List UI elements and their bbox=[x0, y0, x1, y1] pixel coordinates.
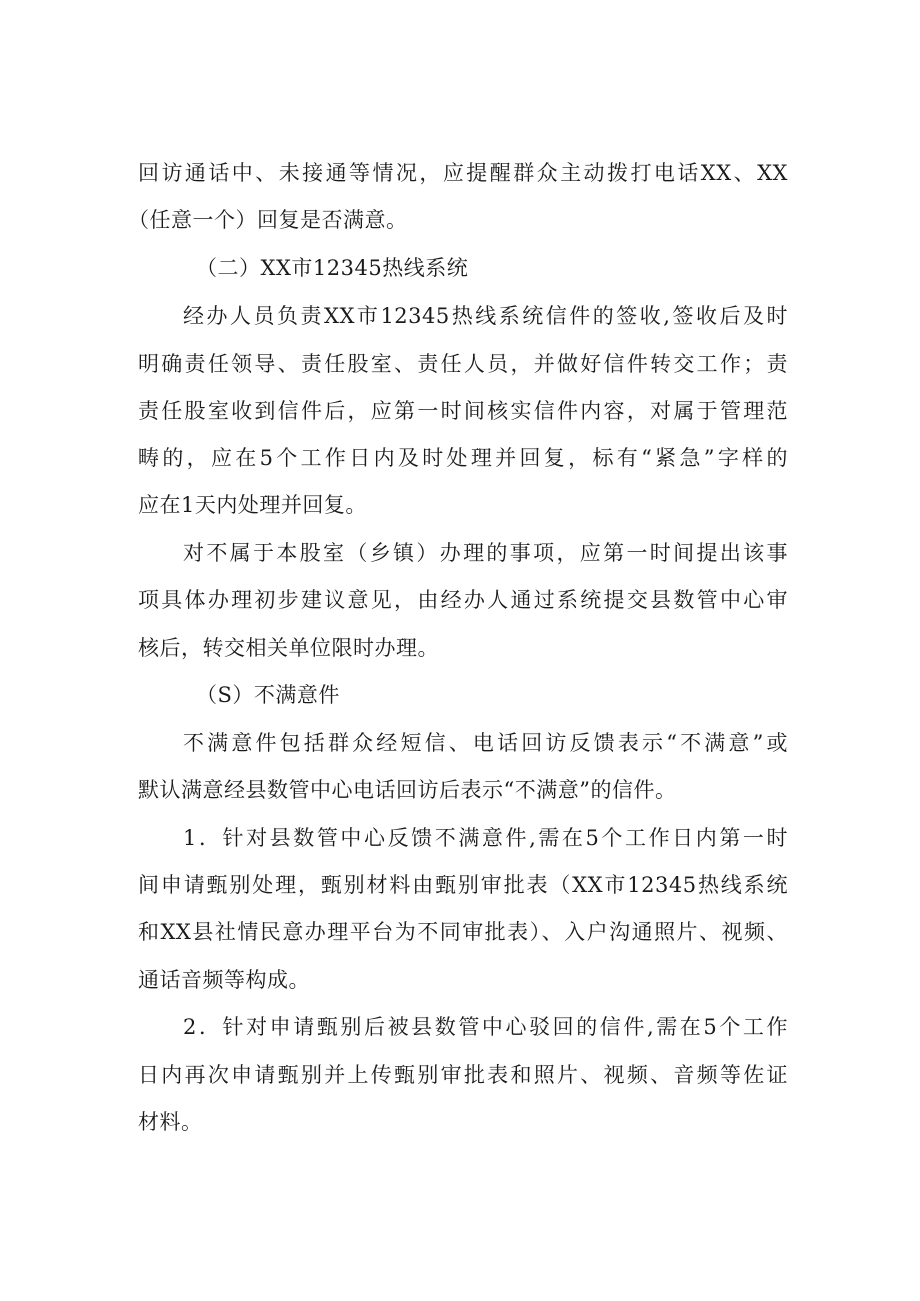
text-line: 畴的，应在5个工作日内及时处理并回复，标有“紧急”字样的 bbox=[138, 446, 788, 470]
text-line: （任意一个）回复是否满意。 bbox=[128, 208, 408, 232]
section-heading: （S）不满意件 bbox=[196, 683, 340, 707]
text-line: 项具体办理初步建议意见，由经办人通过系统提交县数管中心审 bbox=[138, 588, 788, 612]
text-line: 通话音频等构成。 bbox=[138, 968, 310, 992]
text-line: 核后，转交相关单位限时办理。 bbox=[138, 636, 439, 660]
text-line: 回访通话中、未接通等情况，应提醒群众主动拨打电话XX、XX bbox=[138, 161, 788, 185]
text-line: 默认满意经县数管中心电话回访后表示“不满意”的信件。 bbox=[138, 778, 677, 802]
section-heading: （二）XX市12345热线系统 bbox=[196, 256, 469, 280]
text-line: 间申请甄别处理，甄别材料由甄别审批表（XX市12345热线系统 bbox=[138, 873, 788, 897]
text-line: 责任股室收到信件后，应第一时间核实信件内容，对属于管理范 bbox=[138, 399, 788, 423]
text-line: 不满意件包括群众经短信、电话回访反馈表示“不满意”或 bbox=[183, 731, 788, 755]
text-line: 明确责任领导、责任股室、责任人员，并做好信件转交工作；责 bbox=[138, 352, 788, 376]
text-line: 经办人员负责XX市12345热线系统信件的签收,签收后及时 bbox=[183, 304, 788, 328]
text-line: 1．针对县数管中心反馈不满意件,需在5个工作日内第一时 bbox=[183, 826, 788, 850]
text-line: 对不属于本股室（乡镇）办理的事项，应第一时间提出该事 bbox=[183, 541, 788, 565]
text-line: 日内再次申请甄别并上传甄别审批表和照片、视频、音频等佐证 bbox=[138, 1063, 788, 1087]
text-line: 应在1天内处理并回复。 bbox=[138, 493, 367, 517]
text-line: 材料。 bbox=[138, 1110, 203, 1134]
text-line: 2．针对申请甄别后被县数管中心驳回的信件,需在5个工作 bbox=[183, 1015, 788, 1039]
text-line: 和XX县社情民意办理平台为不同审批表）、入户沟通照片、视频、 bbox=[138, 920, 788, 944]
